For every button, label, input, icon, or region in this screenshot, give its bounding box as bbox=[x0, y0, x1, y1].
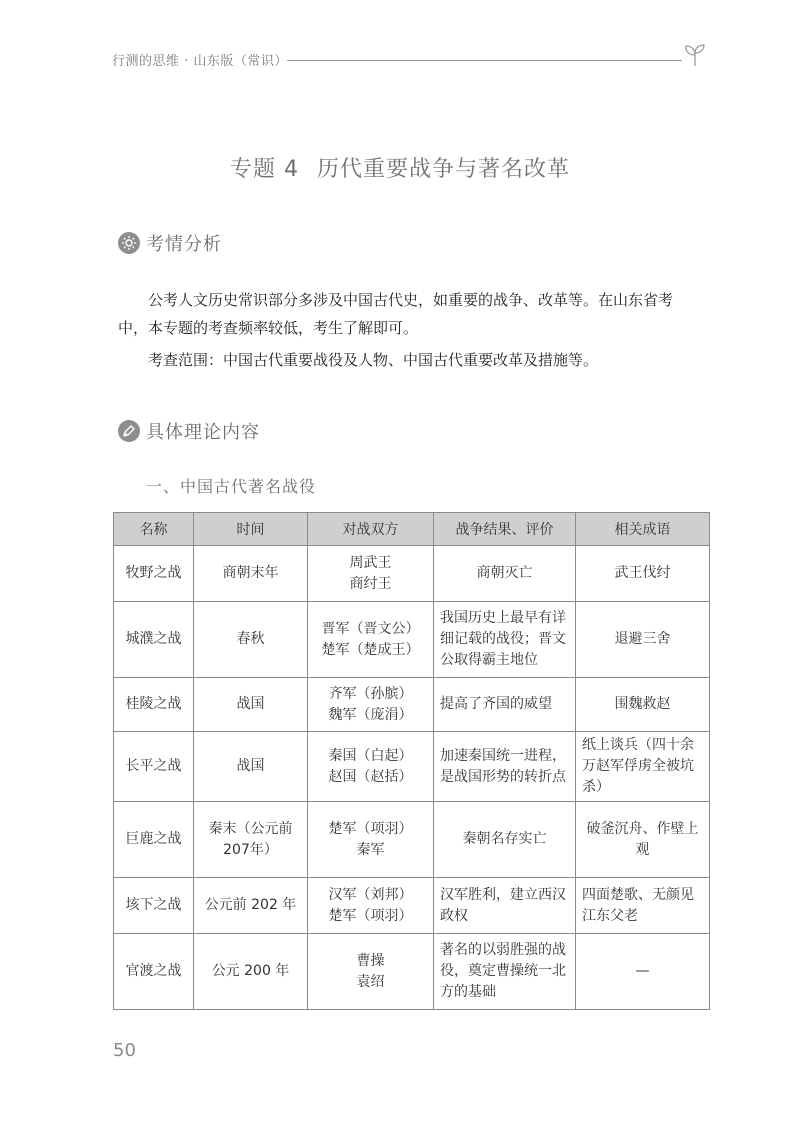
battle-sides bbox=[308, 802, 434, 878]
sun-icon bbox=[118, 232, 140, 254]
table-row bbox=[114, 878, 710, 934]
battle-name: 城濮之战 bbox=[114, 602, 194, 678]
battle-idiom: 四面楚歌、无颜见江东父老 bbox=[576, 878, 710, 934]
battle-idiom: — bbox=[576, 934, 710, 1010]
table-row bbox=[114, 934, 710, 1010]
section-analysis-heading bbox=[118, 230, 222, 256]
battle-name: 巨鹿之战 bbox=[114, 802, 194, 878]
side-2: 商纣王 bbox=[349, 575, 392, 592]
side-2: 楚军（楚成王） bbox=[321, 641, 420, 658]
side-2: 魏军（庞涓） bbox=[328, 706, 413, 723]
chapter-name: 历代重要战争与著名改革 bbox=[316, 157, 570, 182]
battle-name: 桂陵之战 bbox=[114, 678, 194, 732]
column-header-result: 战争结果、评价 bbox=[434, 513, 576, 546]
analysis-paragraph-1: 公考人文历史常识部分多涉及中国古代史，如重要的战争、改革等。在山东省考中，本专题的考查频率较低，考生了解即可。 bbox=[118, 291, 674, 337]
battle-time: 战国 bbox=[194, 732, 308, 802]
battle-idiom: 纸上谈兵（四十余万赵军俘虏全被坑杀） bbox=[576, 732, 710, 802]
battle-sides bbox=[308, 546, 434, 602]
battle-result: 秦朝名存实亡 bbox=[434, 802, 576, 878]
battle-idiom: 武王伐纣 bbox=[576, 546, 710, 602]
battle-result: 加速秦国统一进程，是战国形势的转折点 bbox=[434, 732, 576, 802]
battle-name: 垓下之战 bbox=[114, 878, 194, 934]
column-header-sides: 对战双方 bbox=[308, 513, 434, 546]
column-header-idiom: 相关成语 bbox=[576, 513, 710, 546]
column-header-name: 名称 bbox=[114, 513, 194, 546]
sprout-icon bbox=[682, 42, 708, 68]
battle-idiom: 退避三舍 bbox=[576, 602, 710, 678]
table-row bbox=[114, 678, 710, 732]
table-row bbox=[114, 602, 710, 678]
battle-name: 牧野之战 bbox=[114, 546, 194, 602]
page-number: 50 bbox=[113, 1040, 136, 1061]
side-2: 赵国（赵括） bbox=[328, 768, 413, 785]
battle-time: 战国 bbox=[194, 678, 308, 732]
running-header bbox=[112, 48, 712, 72]
battle-sides bbox=[308, 878, 434, 934]
battles-table bbox=[113, 512, 710, 1010]
battle-time: 秦末（公元前207年） bbox=[194, 802, 308, 878]
battle-result: 商朝灭亡 bbox=[434, 546, 576, 602]
side-1: 晋军（晋文公） bbox=[321, 620, 420, 637]
battle-time: 商朝末年 bbox=[194, 546, 308, 602]
battle-idiom: 破釜沉舟、作壁上观 bbox=[576, 802, 710, 878]
section-content-heading bbox=[118, 418, 260, 444]
side-1: 汉军（刘邦） bbox=[328, 886, 413, 903]
table-row bbox=[114, 802, 710, 878]
analysis-paragraph-2: 考查范围：中国古代重要战役及人物、中国古代重要改革及措施等。 bbox=[148, 351, 599, 369]
side-2: 袁绍 bbox=[356, 973, 385, 990]
battle-sides bbox=[308, 934, 434, 1010]
side-1: 曹操 bbox=[356, 952, 385, 969]
battle-time: 公元 200 年 bbox=[194, 934, 308, 1010]
battle-sides bbox=[308, 732, 434, 802]
battle-idiom: 围魏救赵 bbox=[576, 678, 710, 732]
side-1: 齐军（孙膑） bbox=[328, 685, 413, 702]
battle-name: 长平之战 bbox=[114, 732, 194, 802]
section-analysis-label: 考情分析 bbox=[146, 234, 222, 255]
battle-time: 公元前 202 年 bbox=[194, 878, 308, 934]
battle-result: 汉军胜利，建立西汉政权 bbox=[434, 878, 576, 934]
book-title: 行测的思维 · 山东版（常识） bbox=[112, 54, 288, 69]
battle-name: 官渡之战 bbox=[114, 934, 194, 1010]
analysis-text bbox=[118, 286, 688, 374]
pen-nib-icon bbox=[118, 420, 140, 442]
column-header-time: 时间 bbox=[194, 513, 308, 546]
battle-time: 春秋 bbox=[194, 602, 308, 678]
side-2: 秦军 bbox=[356, 841, 385, 858]
battle-result: 提高了齐国的威望 bbox=[434, 678, 576, 732]
battle-result: 著名的以弱胜强的战役，奠定曹操统一北方的基础 bbox=[434, 934, 576, 1010]
section-content-label: 具体理论内容 bbox=[146, 422, 260, 443]
table-header-row bbox=[114, 513, 710, 546]
side-1: 秦国（白起） bbox=[328, 747, 413, 764]
header-rule bbox=[287, 60, 682, 61]
battle-sides bbox=[308, 602, 434, 678]
side-2: 楚军（项羽） bbox=[328, 907, 413, 924]
table-row bbox=[114, 732, 710, 802]
chapter-number: 专题 4 bbox=[229, 157, 299, 182]
subheading: 一、中国古代著名战役 bbox=[146, 477, 317, 496]
battle-sides bbox=[308, 678, 434, 732]
table-row bbox=[114, 546, 710, 602]
side-1: 楚军（项羽） bbox=[328, 820, 413, 837]
chapter-title bbox=[0, 152, 800, 183]
side-1: 周武王 bbox=[349, 554, 392, 571]
battle-result: 我国历史上最早有详细记载的战役；晋文公取得霸主地位 bbox=[434, 602, 576, 678]
